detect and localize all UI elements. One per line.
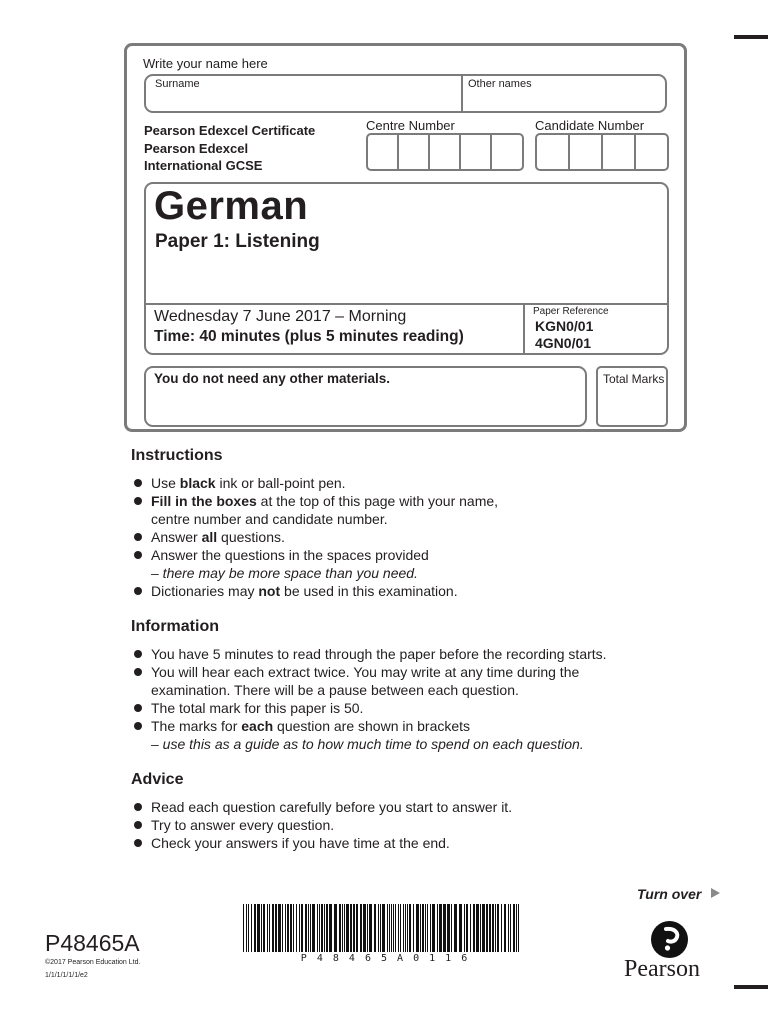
barcode-bar	[439, 904, 442, 952]
information-heading: Information	[131, 618, 219, 635]
centre-digit-box[interactable]	[399, 135, 430, 169]
other-names-label: Other names	[468, 78, 532, 90]
barcode-bar	[285, 904, 286, 952]
write-name-label: Write your name here	[143, 56, 268, 71]
barcode-bar	[393, 904, 394, 952]
paper-reference-code: KGN0/01	[535, 318, 594, 334]
name-divider	[461, 76, 463, 111]
instructions-heading: Instructions	[131, 447, 223, 464]
candidate-number-label: Candidate Number	[535, 118, 645, 133]
barcode-bar	[454, 904, 457, 952]
barcode-bar	[451, 904, 452, 952]
title-divider	[146, 303, 667, 305]
barcode-bar	[339, 904, 341, 952]
barcode-bar	[248, 904, 249, 952]
total-marks-box[interactable]	[596, 366, 668, 427]
centre-digit-box[interactable]	[430, 135, 461, 169]
barcode-bar	[299, 904, 300, 952]
barcode-bar	[486, 904, 488, 952]
barcode-bar	[427, 904, 428, 952]
barcode-bar	[317, 904, 318, 952]
barcode-bar	[308, 904, 309, 952]
surname-label: Surname	[155, 78, 200, 90]
barcode-bar	[246, 904, 247, 952]
play-triangle-icon	[711, 888, 720, 898]
centre-digit-box[interactable]	[368, 135, 399, 169]
paper-reference-label: Paper Reference	[533, 306, 609, 317]
list-item: The marks for each question are shown in brackets	[131, 717, 607, 735]
barcode-bar	[293, 904, 294, 952]
barcode-bar	[382, 904, 385, 952]
barcode-bar	[305, 904, 307, 952]
materials-box	[144, 366, 587, 427]
paper-reference-code: 4GN0/01	[535, 335, 592, 351]
barcode-bar	[510, 904, 511, 952]
list-item-continuation: – there may be more space than you need.	[151, 565, 418, 581]
barcode-bar	[346, 904, 349, 952]
barcode-bar	[443, 904, 446, 952]
edge-mark-bottom	[734, 985, 768, 989]
barcode-bar	[409, 904, 411, 952]
barcode-bar	[360, 904, 362, 952]
barcode-bar	[387, 904, 388, 952]
list-item: Dictionaries may not be used in this examination.	[131, 582, 498, 600]
barcode-bar	[416, 904, 419, 952]
candidate-digit-box[interactable]	[537, 135, 570, 169]
barcode-bar	[312, 904, 315, 952]
paper-reference-codes	[535, 318, 593, 352]
barcode-bar	[501, 904, 502, 952]
barcode-bar	[398, 904, 399, 952]
barcode-bar	[319, 904, 320, 952]
barcode-bar	[363, 904, 366, 952]
barcode-bar	[275, 904, 277, 952]
centre-number-boxes[interactable]	[366, 133, 524, 171]
barcode-bar	[437, 904, 438, 952]
barcode-bar	[432, 904, 435, 952]
barcode-bar	[459, 904, 462, 952]
qualification-line: International GCSE	[144, 158, 263, 173]
list-item: You will hear each extract twice. You may write at any time during the	[131, 663, 607, 681]
barcode-bar	[400, 904, 401, 952]
advice-list	[131, 798, 512, 852]
barcode-bar	[497, 904, 499, 952]
turn-over-text: Turn over	[637, 886, 720, 902]
candidate-number-boxes[interactable]	[535, 133, 669, 171]
list-item: The total mark for this paper is 50.	[131, 699, 607, 717]
barcode-bar	[422, 904, 424, 952]
print-code: 1/1/1/1/1/1/e2	[45, 972, 88, 979]
barcode-bars	[243, 904, 523, 954]
list-item: Read each question carefully before you start to answer it.	[131, 798, 512, 816]
information-list	[131, 645, 607, 753]
barcode-bar	[407, 904, 408, 952]
reference-divider	[523, 303, 525, 353]
qualification-block	[144, 122, 315, 175]
barcode-bar	[473, 904, 475, 952]
barcode-bar	[466, 904, 468, 952]
barcode-bar	[395, 904, 396, 952]
barcode-bar	[492, 904, 494, 952]
exam-time: Time: 40 minutes (plus 5 minutes reading)	[154, 328, 464, 345]
barcode-bar	[405, 904, 406, 952]
barcode-bar	[369, 904, 372, 952]
copyright-text: ©2017 Pearson Education Ltd.	[45, 959, 141, 966]
list-item: Answer the questions in the spaces provided	[131, 546, 498, 564]
barcode-bar	[356, 904, 358, 952]
barcode-bar	[301, 904, 303, 952]
barcode-bar	[489, 904, 491, 952]
barcode-bar	[251, 904, 252, 952]
barcode-bar	[430, 904, 431, 952]
barcode-bar	[278, 904, 281, 952]
barcode-bar	[243, 904, 244, 952]
qualification-line: Pearson Edexcel Certificate	[144, 123, 316, 138]
candidate-digit-box[interactable]	[570, 135, 603, 169]
list-item: Answer all questions.	[131, 528, 498, 546]
barcode-bar	[282, 904, 283, 952]
barcode-bar	[324, 904, 325, 952]
centre-number-label: Centre Number	[366, 118, 455, 133]
barcode-bar	[447, 904, 450, 952]
barcode-bar	[269, 904, 270, 952]
total-marks-label: Total Marks	[603, 372, 665, 386]
barcode-bar	[516, 904, 517, 952]
barcode-bar	[470, 904, 471, 952]
barcode-bar	[495, 904, 496, 952]
cover-box	[124, 43, 687, 432]
exam-date: Wednesday 7 June 2017 – Morning	[154, 308, 407, 325]
barcode-bar	[344, 904, 345, 952]
edge-mark-top	[734, 35, 768, 39]
barcode-bar	[378, 904, 379, 952]
subject-title: German	[154, 184, 309, 228]
name-field[interactable]	[144, 74, 667, 113]
qualification-line: Pearson Edexcel	[144, 140, 249, 156]
barcode-bar	[420, 904, 421, 952]
barcode-bar	[272, 904, 274, 952]
advice-heading: Advice	[131, 771, 184, 788]
barcode-bar	[257, 904, 260, 952]
barcode-bar	[321, 904, 323, 952]
barcode-bar	[389, 904, 390, 952]
barcode-bar	[254, 904, 256, 952]
barcode-bar	[374, 904, 376, 952]
list-item: Check your answers if you have time at the end.	[131, 834, 512, 852]
barcode-bar	[353, 904, 355, 952]
list-item-continuation: – use this as a guide as to how much time to spend on each question.	[151, 736, 584, 752]
barcode-bar	[263, 904, 265, 952]
list-item: Use black ink or ball-point pen.	[131, 474, 498, 492]
barcode-bar	[367, 904, 368, 952]
barcode-bar	[425, 904, 426, 952]
barcode-bar	[267, 904, 268, 952]
barcode-bar	[508, 904, 509, 952]
barcode-bar	[334, 904, 337, 952]
centre-digit-box[interactable]	[461, 135, 492, 169]
list-item: Try to answer every question.	[131, 816, 512, 834]
barcode-bar	[513, 904, 515, 952]
candidate-digit-box[interactable]	[603, 135, 636, 169]
barcode-text: P 4 8 4 6 5 A 0 1 1 6	[300, 953, 470, 964]
title-box	[144, 182, 669, 355]
barcode-bar	[329, 904, 332, 952]
barcode-bar	[287, 904, 289, 952]
barcode-bar	[504, 904, 506, 952]
pearson-wordmark: Pearson	[624, 956, 700, 982]
paper-title: Paper 1: Listening	[155, 231, 320, 252]
barcode-bar	[342, 904, 343, 952]
barcode-bar	[310, 904, 311, 952]
instructions-list	[131, 474, 498, 600]
list-item: You have 5 minutes to read through the paper before the recording starts.	[131, 645, 607, 663]
barcode-bar	[391, 904, 392, 952]
materials-text: You do not need any other materials.	[154, 371, 391, 386]
barcode	[243, 904, 523, 954]
barcode-bar	[296, 904, 297, 952]
barcode-bar	[290, 904, 292, 952]
paper-code: P48465A	[45, 930, 140, 956]
barcode-bar	[464, 904, 465, 952]
list-item: Fill in the boxes at the top of this page with your name,	[131, 492, 498, 510]
barcode-bar	[403, 904, 404, 952]
barcode-bar	[482, 904, 485, 952]
barcode-bar	[518, 904, 519, 952]
barcode-bar	[476, 904, 479, 952]
barcode-bar	[326, 904, 328, 952]
list-item-continuation: centre number and candidate number.	[151, 511, 388, 527]
list-item-continuation: examination. There will be a pause between each question.	[151, 682, 519, 698]
pearson-logo-icon	[651, 921, 688, 958]
barcode-bar	[480, 904, 481, 952]
barcode-bar	[380, 904, 381, 952]
barcode-bar	[261, 904, 262, 952]
barcode-bar	[413, 904, 414, 952]
barcode-bar	[350, 904, 352, 952]
